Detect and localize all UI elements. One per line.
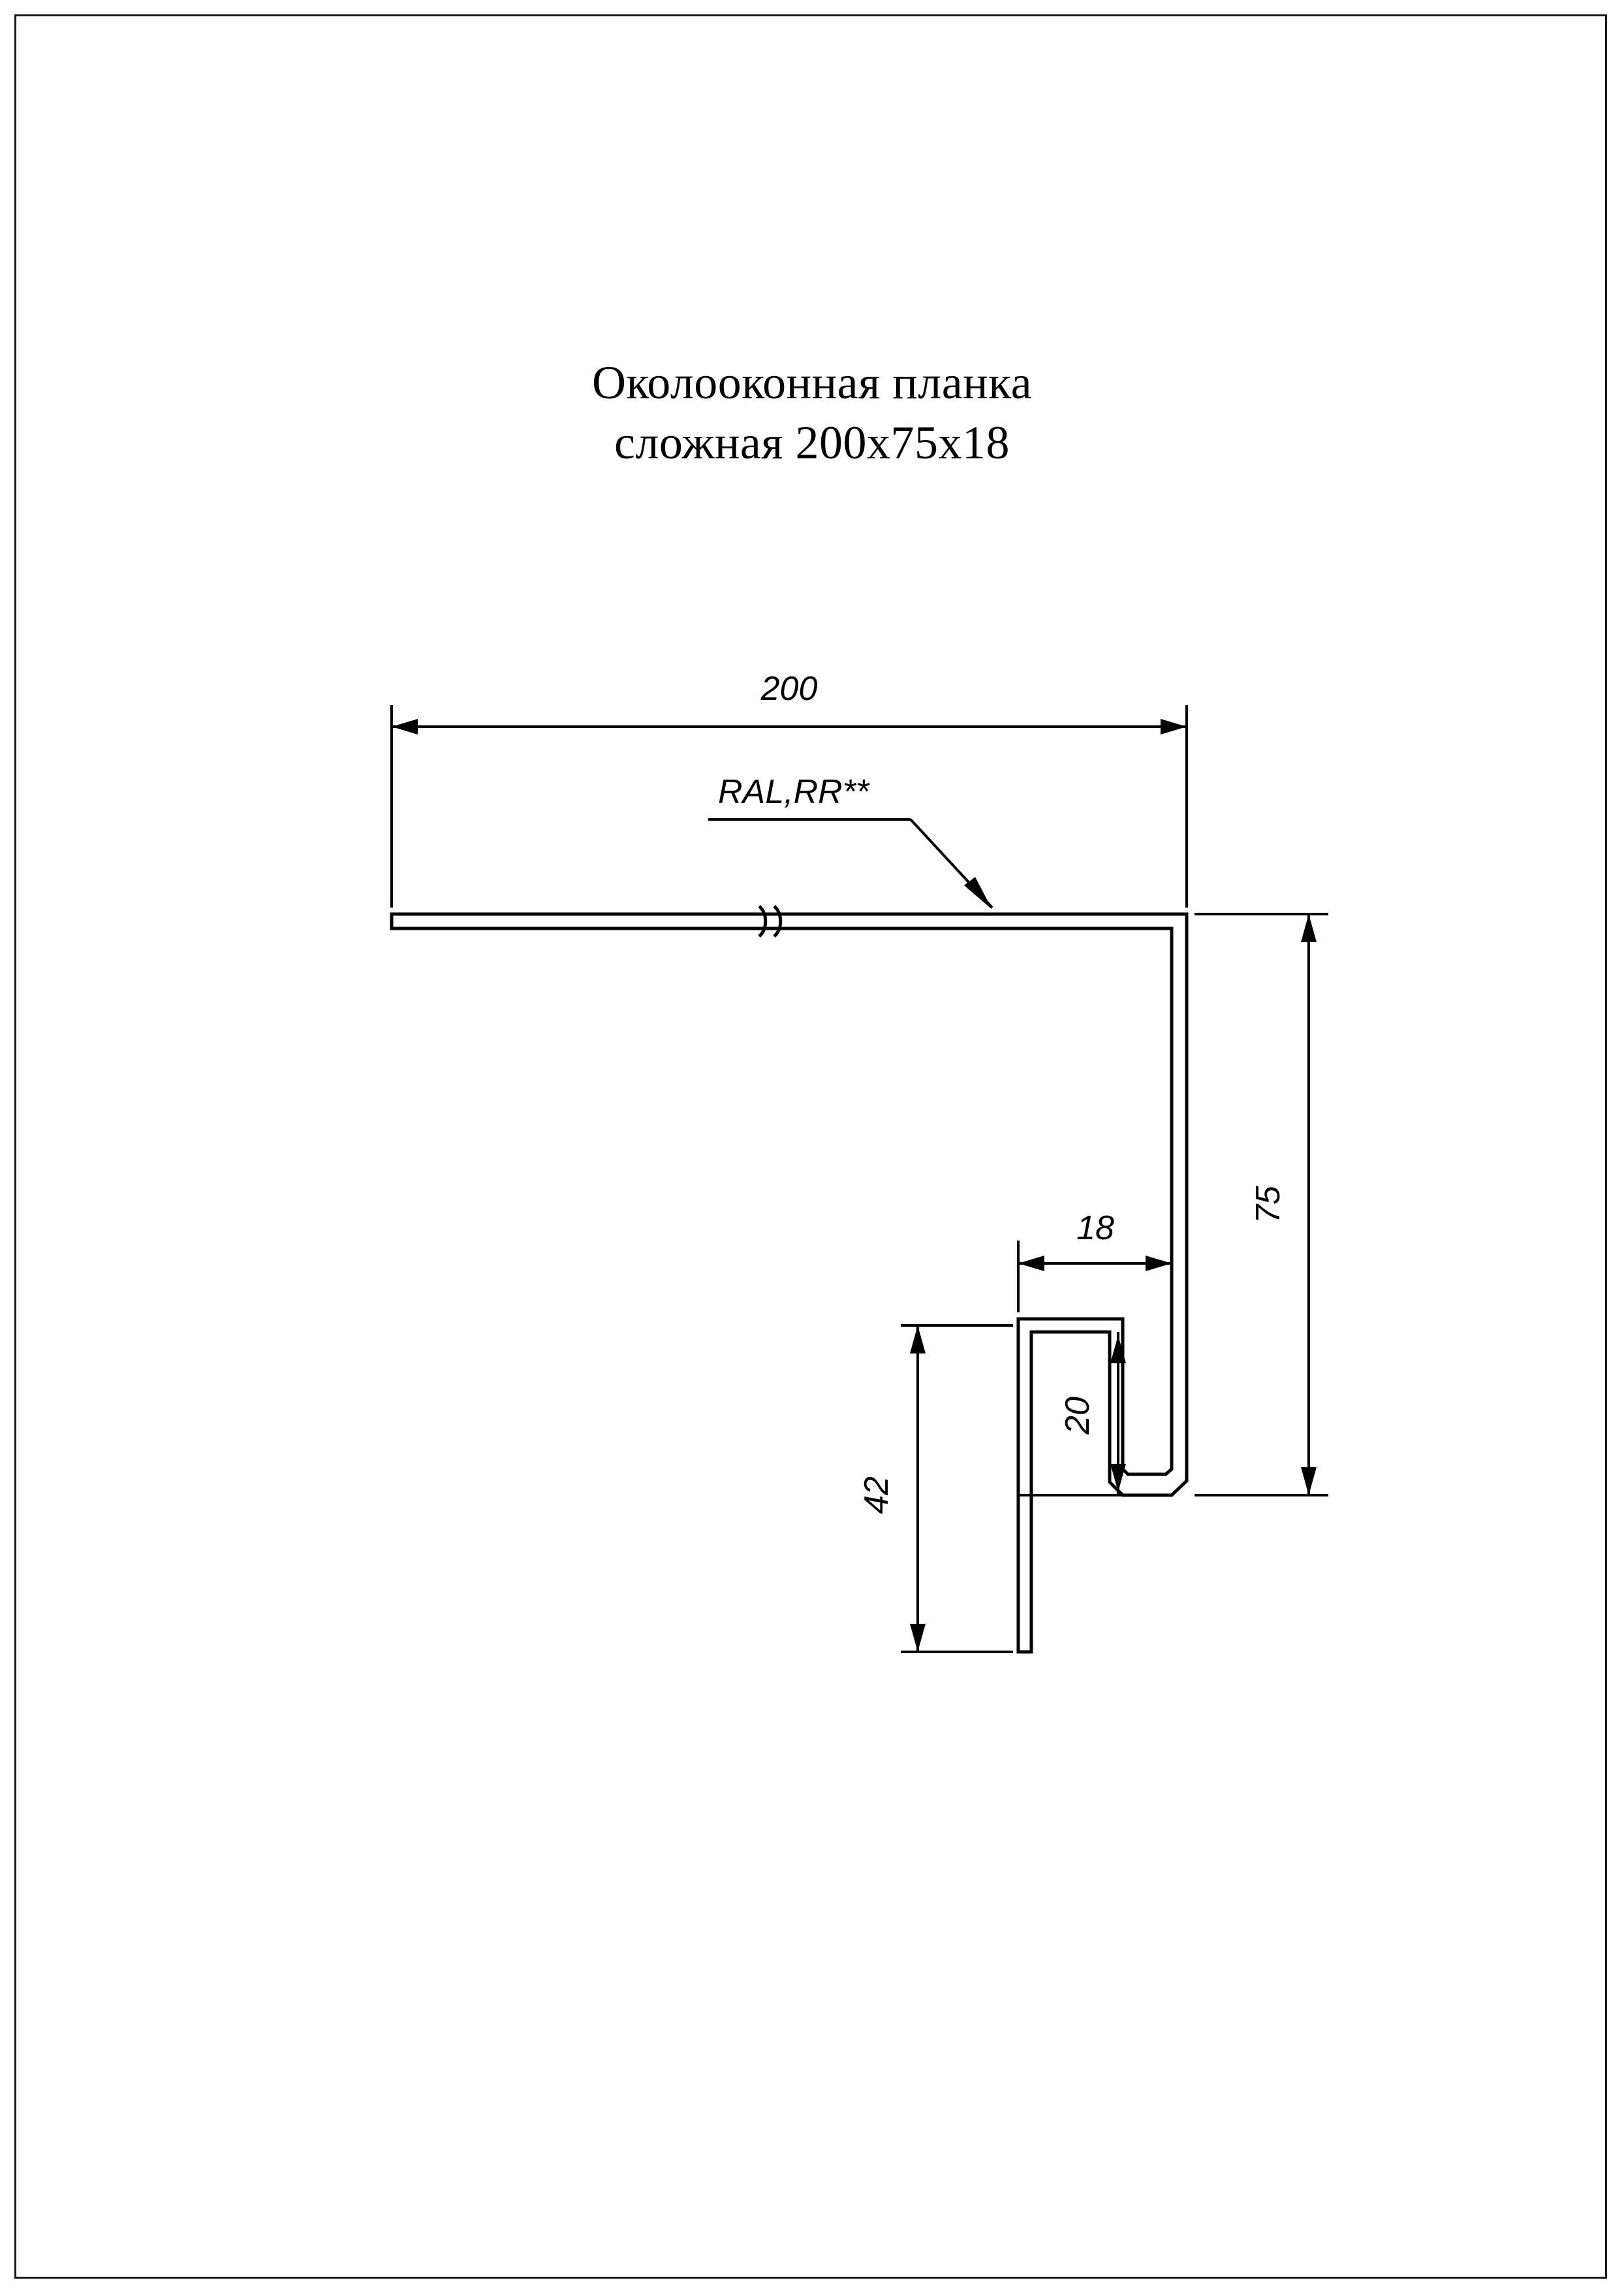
dimension-20 xyxy=(0,0,1168,1495)
dimension-42-label: 42 xyxy=(858,1476,896,1514)
dimension-18-label: 18 xyxy=(1076,1209,1114,1247)
page-title-line-1: Околооконная планка xyxy=(591,356,1033,409)
dimension-20-label: 20 xyxy=(1059,1397,1097,1434)
page-title-line-2: сложная 200x75x18 xyxy=(614,417,1010,469)
break-symbol xyxy=(759,906,781,936)
profile-path xyxy=(392,914,1187,1652)
material-leader xyxy=(708,819,992,910)
profile-outline xyxy=(392,914,1187,1652)
dimension-42 xyxy=(901,1325,1013,1652)
dimension-75-label: 75 xyxy=(1249,1186,1287,1224)
material-note-label: RAL,RR** xyxy=(718,773,869,811)
dimension-200-label: 200 xyxy=(760,670,818,708)
